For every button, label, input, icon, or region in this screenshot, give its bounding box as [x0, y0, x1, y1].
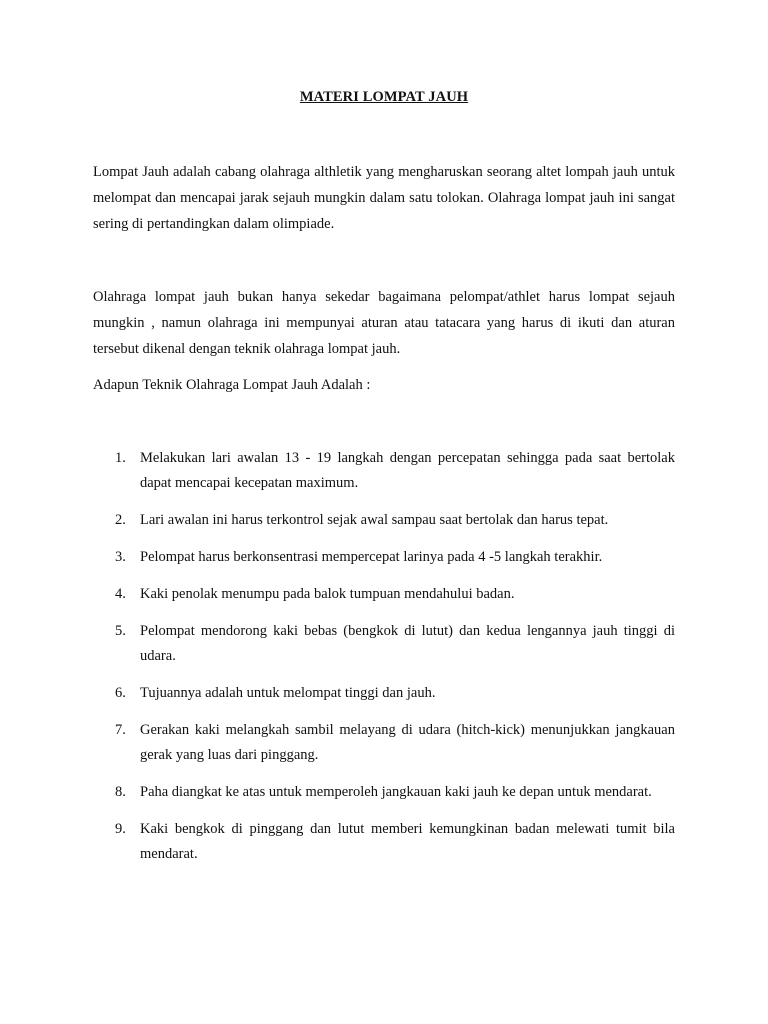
- list-item-text: Lari awalan ini harus terkontrol sejak awal sampau saat bertolak dan harus tepat.: [140, 512, 609, 528]
- list-item-number: 4.: [115, 586, 126, 602]
- list-item: [93, 508, 675, 533]
- list-item-number: 2.: [115, 512, 126, 528]
- list-item: [93, 582, 675, 607]
- document-title: MATERI LOMPAT JAUH: [299, 89, 469, 105]
- list-item-text: Kaki penolak menumpu pada balok tumpuan mendahului badan.: [140, 586, 515, 602]
- list-item-number: 5.: [115, 623, 126, 639]
- paragraph-intro: Lompat Jauh adalah cabang olahraga althletik yang mengharuskan seorang altet lompah jauh untuk melompat dan mencapai jarak sejauh mungkin dalam satu tolokan. Olahraga lompat jauh ini sangat sering di pertandingkan dalam olimpiade.: [93, 164, 675, 232]
- list-item-number: 6.: [115, 685, 126, 701]
- list-item: [93, 446, 675, 496]
- list-item-text: Gerakan kaki melangkah sambil melayang di udara (hitch-kick) menunjukkan jangkauan gerak yang luas dari pinggang.: [140, 722, 675, 763]
- list-item: [93, 545, 675, 570]
- list-item-text: Tujuannya adalah untuk melompat tinggi dan jauh.: [140, 685, 436, 701]
- list-item-text: Pelompat harus berkonsentrasi mempercepat larinya pada 4 -5 langkah terakhir.: [140, 549, 603, 565]
- list-item-number: 8.: [115, 784, 126, 800]
- list-item-number: 3.: [115, 549, 126, 565]
- list-item: [93, 681, 675, 706]
- paragraph-technique-heading: Adapun Teknik Olahraga Lompat Jauh Adalah :: [93, 377, 371, 393]
- list-item: [93, 817, 675, 867]
- technique-list: [93, 446, 675, 879]
- list-item-text: Pelompat mendorong kaki bebas (bengkok di lutut) dan kedua lengannya jauh tinggi di udara.: [140, 623, 675, 664]
- list-item-text: Melakukan lari awalan 13 - 19 langkah dengan percepatan sehingga pada saat bertolak dapat mencapai kecepatan maximum.: [140, 450, 675, 491]
- list-item: [93, 780, 675, 805]
- list-item-number: 7.: [115, 722, 126, 738]
- list-item: [93, 718, 675, 768]
- paragraph-rules: Olahraga lompat jauh bukan hanya sekedar bagaimana pelompat/athlet harus lompat sejauh mungkin , namun olahraga ini mempunyai aturan atau tatacara yang harus di ikuti dan aturan tersebut dikenal dengan teknik olahraga lompat jauh.: [93, 289, 675, 357]
- list-item-text: Paha diangkat ke atas untuk memperoleh jangkauan kaki jauh ke depan untuk mendarat.: [140, 784, 652, 800]
- list-item: [93, 619, 675, 669]
- list-item-number: 1.: [115, 450, 126, 466]
- list-item-text: Kaki bengkok di pinggang dan lutut memberi kemungkinan badan melewati tumit bila mendarat.: [140, 821, 675, 862]
- list-item-number: 9.: [115, 821, 126, 837]
